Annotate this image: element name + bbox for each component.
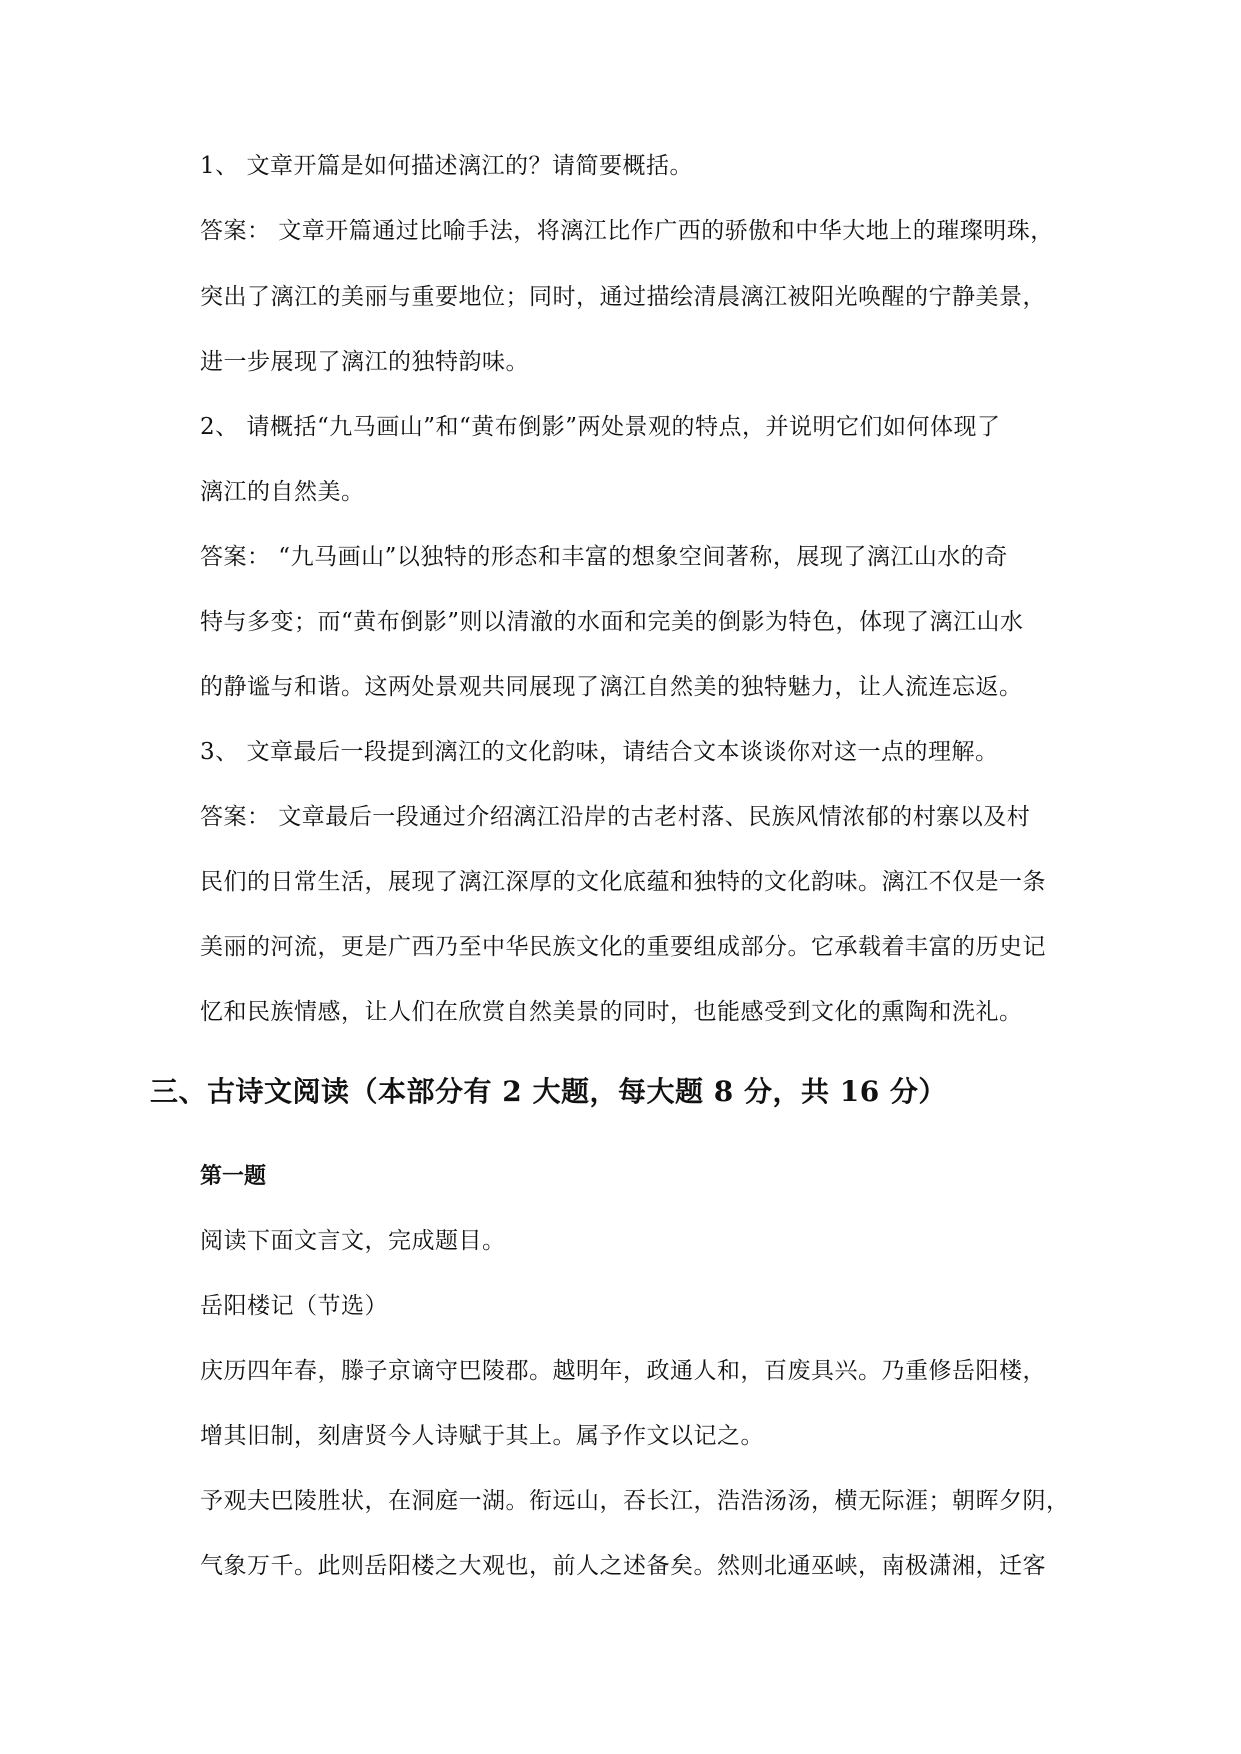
answer-1-line-3: 进一步展现了漓江的独特韵味。	[200, 349, 529, 375]
text-title: 岳阳楼记（节选）	[200, 1293, 388, 1319]
answer-1-line-1: 答案： 文章开篇通过比喻手法，将漓江比作广西的骄傲和中华大地上的璀璨明珠，	[200, 218, 1054, 244]
paragraph-line-4: 气象万千。此则岳阳楼之大观也，前人之述备矣。然则北通巫峡，南极潇湘，迁客	[200, 1553, 1046, 1579]
question-1-text: 1、 文章开篇是如何描述漓江的？请简要概括。	[200, 153, 693, 179]
answer-2-line-1: 答案： “九马画山”以独特的形态和丰富的想象空间著称，展现了漓江山水的奇	[200, 544, 1008, 570]
answer-2-line-2: 特与多变；而“黄布倒影”则以清澈的水面和完美的倒影为特色，体现了漓江山水	[200, 609, 1024, 635]
section-subtitle: 第一题	[200, 1163, 267, 1189]
paragraph-line-3: 予观夫巴陵胜状，在洞庭一湖。衔远山，吞长江，浩浩汤汤，横无际涯；朝晖夕阴，	[200, 1488, 1070, 1514]
paragraph-line-2: 增其旧制，刻唐贤今人诗赋于其上。属予作文以记之。	[200, 1423, 764, 1449]
reading-instruction: 阅读下面文言文，完成题目。	[200, 1228, 506, 1254]
question-2-line-1: 2、 请概括“九马画山”和“黄布倒影”两处景观的特点，并说明它们如何体现了	[200, 414, 1001, 440]
answer-3-line-1: 答案： 文章最后一段通过介绍漓江沿岸的古老村落、民族风情浓郁的村寨以及村	[200, 804, 1031, 830]
question-2-line-2: 漓江的自然美。	[200, 479, 365, 505]
answer-3-line-4: 忆和民族情感，让人们在欣赏自然美景的同时，也能感受到文化的熏陶和洗礼。	[200, 999, 1023, 1025]
section-title: 三、古诗文阅读（本部分有 2 大题，每大题 8 分，共 16 分）	[150, 1075, 947, 1108]
paragraph-line-1: 庆历四年春，滕子京谪守巴陵郡。越明年，政通人和，百废具兴。乃重修岳阳楼，	[200, 1358, 1046, 1384]
answer-3-line-3: 美丽的河流，更是广西乃至中华民族文化的重要组成部分。它承载着丰富的历史记	[200, 934, 1046, 960]
answer-1-line-2: 突出了漓江的美丽与重要地位；同时，通过描绘清晨漓江被阳光唤醒的宁静美景，	[200, 284, 1046, 310]
question-3-text: 3、 文章最后一段提到漓江的文化韵味，请结合文本谈谈你对这一点的理解。	[200, 739, 999, 765]
answer-3-line-2: 民们的日常生活，展现了漓江深厚的文化底蕴和独特的文化韵味。漓江不仅是一条	[200, 869, 1046, 895]
answer-2-line-3: 的静谧与和谐。这两处景观共同展现了漓江自然美的独特魅力，让人流连忘返。	[200, 674, 1023, 700]
